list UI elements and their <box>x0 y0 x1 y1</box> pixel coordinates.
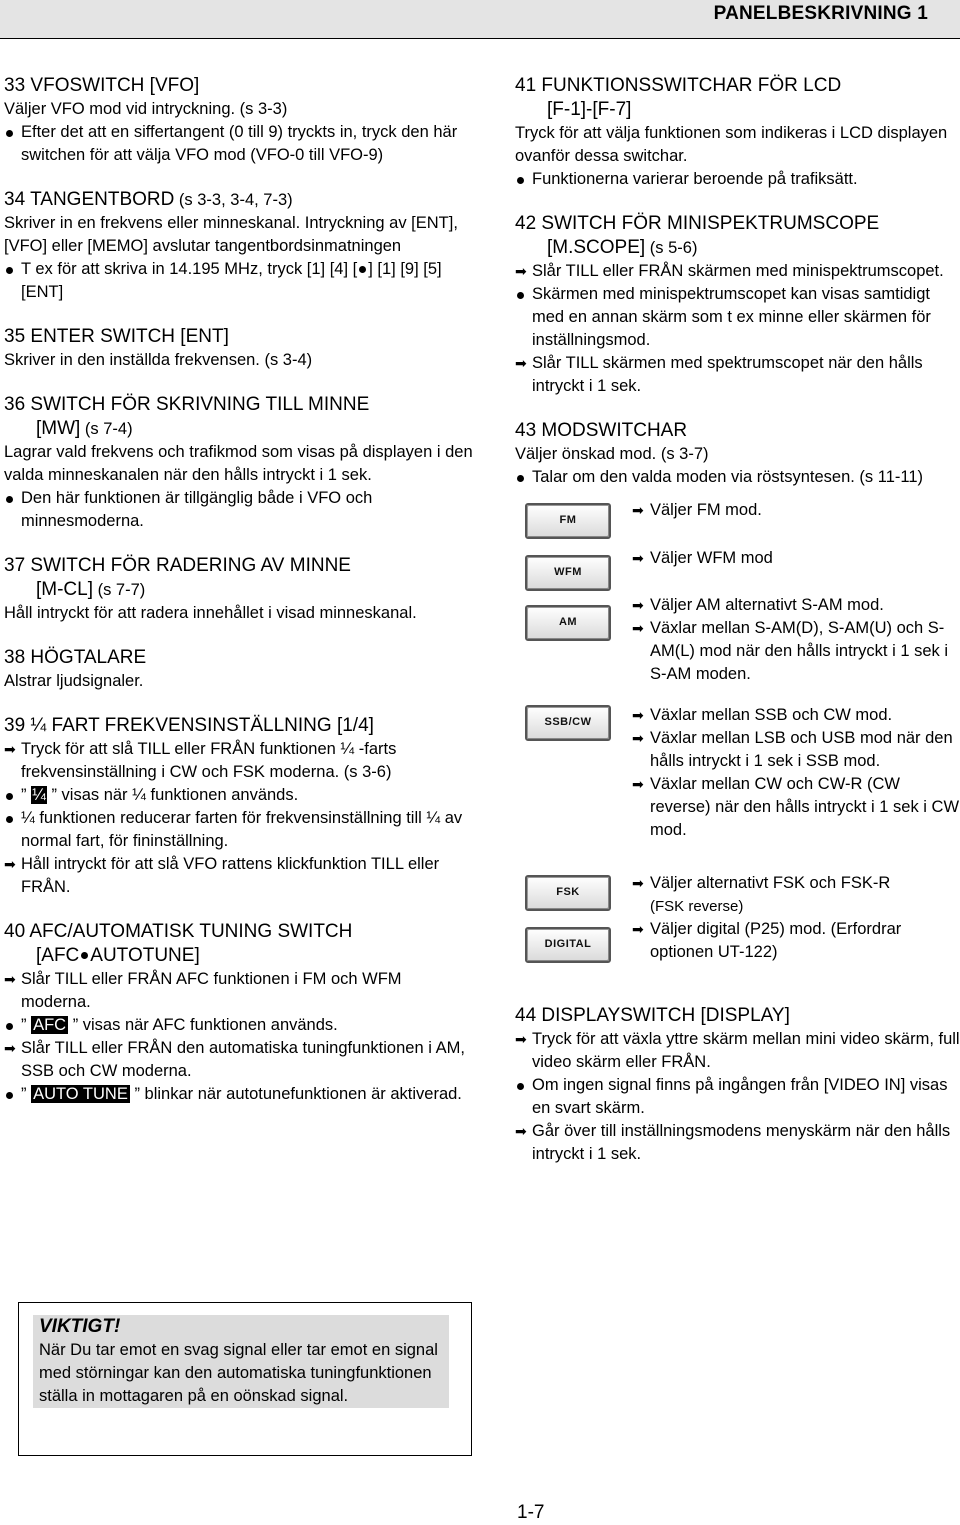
section-41-bullet: Funktionerna varierar beroende på trafiksätt. <box>532 170 858 188</box>
section-35-title: 35 ENTER SWITCH [ENT] <box>4 326 229 347</box>
left-column <box>4 74 474 1127</box>
section-38-title: 38 HÖGTALARE <box>4 647 147 668</box>
section-33 <box>4 74 474 167</box>
section-40-bullet-2: ” AUTO TUNE ” blinkar när autotunefunktionen är aktiverad. <box>21 1085 462 1103</box>
section-35 <box>4 325 474 372</box>
section-43-desc: Väljer önskad mod. (s 3-7) <box>515 445 709 463</box>
fsk-desc: Väljer alternativt FSK och FSK-R (FSK reverse) Väljer digital (P25) mod. (Erfordrar optionen UT-122) <box>650 874 902 961</box>
quarter-indicator: ¼ <box>32 786 46 804</box>
mode-switches <box>515 503 960 983</box>
section-37-title: 37 SWITCH FÖR RADERING AV MINNE [M-CL] (s 7-7) <box>4 555 351 600</box>
section-42-arrow-1: Slår TILL eller FRÅN skärmen med minispektrumscopet. <box>532 262 944 280</box>
section-40-bullet-1: ” AFC ” visas när AFC funktionen används. <box>21 1016 338 1034</box>
digital-key-icon: DIGITAL <box>525 927 611 963</box>
wfm-desc: Väljer WFM mod <box>650 549 773 567</box>
header-title: PANELBESKRIVNING 1 <box>713 3 928 24</box>
section-35-desc: Skriver in den inställda frekvensen. (s 3-4) <box>4 351 313 369</box>
section-39-bullet-2: ¼ funktionen reducerar farten för frekvensinställning till ¼ av normal fart, för fininställning. <box>21 809 463 850</box>
section-33-bullet: Efter det att en siffertangent (0 till 9) tryckts in, tryck den här switchen för att välja VFO mod (VFO-0 till VFO-9) <box>21 123 458 164</box>
section-44 <box>515 1004 960 1166</box>
fm-key-icon: FM <box>525 503 611 539</box>
section-39-arrow-2: Håll intryckt för att slå VFO rattens klickfunktion TILL eller FRÅN. <box>21 855 440 896</box>
section-33-title: 33 VFOSWITCH [VFO] <box>4 75 200 96</box>
section-37-desc: Håll intryckt för att radera innehållet i visad minneskanal. <box>4 604 417 622</box>
dot-key-icon <box>359 266 366 273</box>
section-38-desc: Alstrar ljudsignaler. <box>4 672 144 690</box>
section-40-arrow-1: Slår TILL eller FRÅN AFC funktionen i FM och WFM moderna. <box>21 970 402 1011</box>
section-39 <box>4 714 474 899</box>
section-41-desc: Tryck för att välja funktionen som indikeras i LCD displayen ovanför dessa switchar. <box>515 124 948 165</box>
autotune-indicator: AUTO TUNE <box>33 1085 128 1103</box>
section-40-arrow-2: Slår TILL eller FRÅN den automatiska tuningfunktionen i AM, SSB och CW moderna. <box>21 1039 465 1080</box>
am-desc: Väljer AM alternativt S-AM mod. Växlar mellan S-AM(D), S-AM(U) och S-AM(L) mod när den hålls intryckt i 1 sek i S-AM moden. <box>650 596 949 683</box>
section-41 <box>515 74 960 191</box>
wfm-key-icon: WFM <box>525 555 611 591</box>
section-40-title: 40 AFC/AUTOMATISK TUNING SWITCH [AFC AUTOTUNE] <box>4 921 353 966</box>
section-36-title: 36 SWITCH FÖR SKRIVNING TILL MINNE [MW] (s 7-4) <box>4 394 370 439</box>
section-38 <box>4 646 474 693</box>
section-34-title: 34 TANGENTBORD (s 3-3, 3-4, 7-3) <box>4 189 293 210</box>
right-column <box>515 74 960 1187</box>
page-number: 1-7 <box>517 1502 545 1523</box>
section-33-desc: Väljer VFO mod vid intryckning. (s 3-3) <box>4 100 288 118</box>
ssbcw-key-icon: SSB/CW <box>525 705 611 741</box>
section-39-title: 39 ¼ FART FREKVENSINSTÄLLNING [1/4] <box>4 715 374 736</box>
section-42-arrow-2: Slår TILL skärmen med spektrumscopet när den hålls intryckt i 1 sek. <box>532 354 923 395</box>
section-42-title: 42 SWITCH FÖR MINISPEKTRUMSCOPE [M.SCOPE] (s 5-6) <box>515 213 880 258</box>
section-43-bullet: Talar om den valda moden via röstsyntesen. (s 11-11) <box>532 468 923 486</box>
important-notice-title: VIKTIGT! <box>39 1316 121 1337</box>
section-39-bullet-1: ” ¼ ” visas när ¼ funktionen används. <box>21 786 299 804</box>
section-44-arrow-1: Tryck för att växla yttre skärm mellan mini video skärm, full video skärm eller FRÅN. <box>532 1030 960 1071</box>
am-key-icon: AM <box>525 605 611 641</box>
section-42 <box>515 212 960 398</box>
section-36-desc: Lagrar vald frekvens och trafikmod som visas på displayen i den valda minneskanalen när den hålls intryckt i 1 sek. <box>4 443 473 484</box>
section-44-bullet: Om ingen signal finns på ingången från [VIDEO IN] visas en svart skärm. <box>532 1076 948 1117</box>
important-notice-body <box>33 1315 449 1408</box>
section-34 <box>4 188 474 304</box>
page-header <box>0 0 960 39</box>
afc-indicator: AFC <box>33 1016 67 1034</box>
section-42-bullet: Skärmen med minispektrumscopet kan visas samtidigt med en annan skärm som t ex minne eller skärmen för inställningsmod. <box>532 285 931 349</box>
section-43-title: 43 MODSWITCHAR <box>515 420 688 441</box>
section-34-bullet: T ex för att skriva in 14.195 MHz, tryck [1] [4] [ ] [1] [9] [5] [ENT] <box>21 260 442 301</box>
section-36-bullet: Den här funktionen är tillgänglig både i VFO och minnesmoderna. <box>21 489 373 530</box>
section-37 <box>4 554 474 625</box>
section-36 <box>4 393 474 533</box>
fsk-key-icon: FSK <box>525 875 611 911</box>
section-44-title: 44 DISPLAYSWITCH [DISPLAY] <box>515 1005 790 1026</box>
ssbcw-desc: Växlar mellan SSB och CW mod. Växlar mellan LSB och USB mod när den hålls intryckt i 1 sek i SSB mod. Växlar mellan CW och CW-R (CW reverse) när den hålls intryckt i 1 sek i CW mod. <box>650 706 960 839</box>
section-43 <box>515 419 960 983</box>
section-41-title: 41 FUNKTIONSSWITCHAR FÖR LCD [F-1]-[F-7] <box>515 75 842 120</box>
section-39-arrow-1: Tryck för att slå TILL eller FRÅN funktionen ¼ -farts frekvensinställning i CW och FSK moderna. (s 3-6) <box>21 740 397 781</box>
section-40 <box>4 920 474 1106</box>
section-34-desc: Skriver in en frekvens eller minneskanal. Intryckning av [ENT], [VFO] eller [MEMO] avslutar tangentbordsinmatningen <box>4 214 458 255</box>
section-44-arrow-2: Går över till inställningsmodens menyskärm när den hålls intryckt i 1 sek. <box>532 1122 951 1163</box>
important-notice <box>18 1302 472 1456</box>
fm-desc: Väljer FM mod. <box>650 501 762 519</box>
dot-separator-icon <box>81 952 88 959</box>
important-notice-text: När Du tar emot en svag signal eller tar emot en signal med störningar kan den automatiska tuningfunktionen ställa in mottagaren på en oönskad signal. <box>39 1341 438 1405</box>
